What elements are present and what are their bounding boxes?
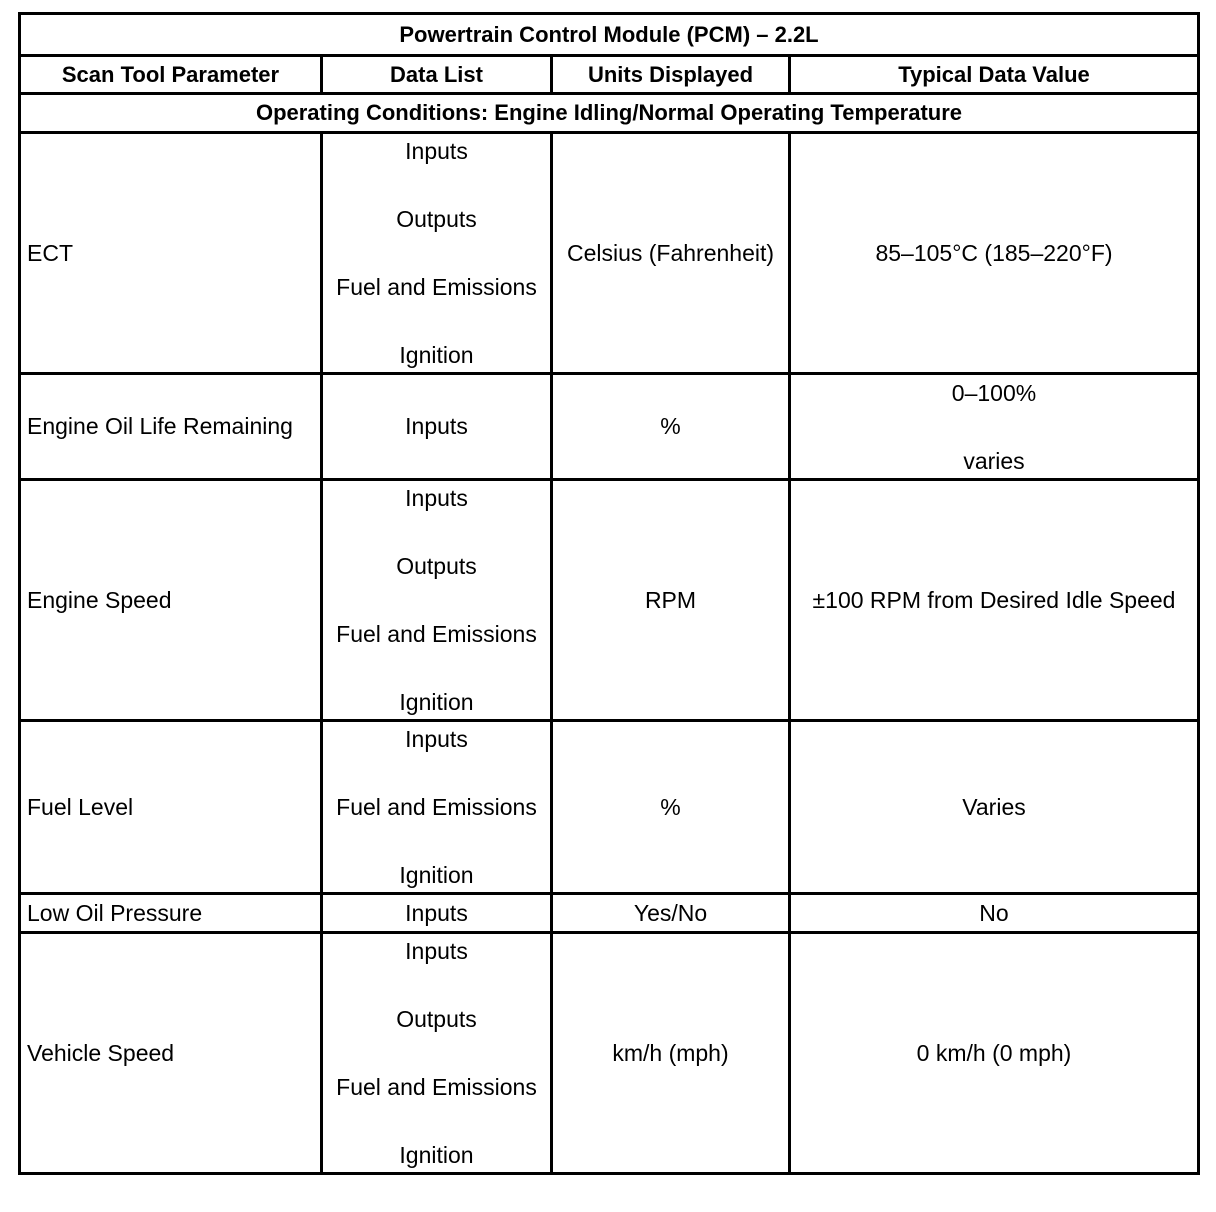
data-list-item: Inputs bbox=[405, 938, 468, 964]
data-list-item: Outputs bbox=[396, 206, 477, 232]
units-cell: % bbox=[552, 721, 790, 894]
data-list-item: Ignition bbox=[399, 1142, 474, 1168]
table-header-row bbox=[20, 56, 1199, 94]
data-list-item: Fuel and Emissions bbox=[336, 1074, 537, 1100]
table-row bbox=[20, 933, 1199, 1174]
data-list-item: Ignition bbox=[399, 689, 474, 715]
typical-value-cell: 0 km/h (0 mph) bbox=[790, 933, 1199, 1174]
data-list-item: Inputs bbox=[405, 485, 468, 511]
typical-value-line: 0–100% bbox=[951, 379, 1037, 406]
parameter-cell: Fuel Level bbox=[20, 721, 322, 894]
table-row bbox=[20, 721, 1199, 894]
typical-value-cell: ±100 RPM from Desired Idle Speed bbox=[790, 480, 1199, 721]
table-row bbox=[20, 133, 1199, 374]
units-cell: km/h (mph) bbox=[552, 933, 790, 1174]
data-list-item: Inputs bbox=[405, 726, 468, 752]
typical-value-cell: Varies bbox=[790, 721, 1199, 894]
data-list-cell: Inputs bbox=[322, 374, 552, 480]
units-cell: Celsius (Fahrenheit) bbox=[552, 133, 790, 374]
data-list-item: Inputs bbox=[405, 138, 468, 164]
data-list-item: Ignition bbox=[399, 342, 474, 368]
data-list-item: Fuel and Emissions bbox=[336, 621, 537, 647]
header-data-list: Data List bbox=[322, 56, 552, 94]
header-scan-tool-parameter: Scan Tool Parameter bbox=[20, 56, 322, 94]
data-list-item: Fuel and Emissions bbox=[336, 274, 537, 300]
parameter-cell: Low Oil Pressure bbox=[20, 894, 322, 933]
units-cell: Yes/No bbox=[552, 894, 790, 933]
parameter-cell: Vehicle Speed bbox=[20, 933, 322, 1174]
data-list-cell bbox=[322, 721, 552, 894]
table-title: Powertrain Control Module (PCM) – 2.2L bbox=[20, 14, 1199, 56]
parameter-cell: Engine Speed bbox=[20, 480, 322, 721]
data-list-item: Ignition bbox=[399, 862, 474, 888]
header-typical-data-value: Typical Data Value bbox=[790, 56, 1199, 94]
data-list-item: Outputs bbox=[396, 1006, 477, 1032]
typical-value-cell bbox=[790, 374, 1199, 480]
units-cell: % bbox=[552, 374, 790, 480]
typical-value-cell: No bbox=[790, 894, 1199, 933]
data-list-cell bbox=[322, 933, 552, 1174]
parameter-cell: ECT bbox=[20, 133, 322, 374]
operating-conditions: Operating Conditions: Engine Idling/Normal Operating Temperature bbox=[20, 94, 1199, 133]
table-row bbox=[20, 374, 1199, 480]
typical-value-line: varies bbox=[963, 447, 1025, 474]
data-list-item: Fuel and Emissions bbox=[336, 794, 537, 820]
data-list-cell bbox=[322, 133, 552, 374]
data-list-cell: Inputs bbox=[322, 894, 552, 933]
data-list-item: Outputs bbox=[396, 553, 477, 579]
units-cell: RPM bbox=[552, 480, 790, 721]
operating-conditions-row bbox=[20, 94, 1199, 133]
parameter-cell: Engine Oil Life Remaining bbox=[20, 374, 322, 480]
scan-tool-data-table bbox=[18, 12, 1200, 1175]
table-title-row bbox=[20, 14, 1199, 56]
data-list-cell bbox=[322, 480, 552, 721]
table-row bbox=[20, 480, 1199, 721]
typical-value-cell: 85–105°C (185–220°F) bbox=[790, 133, 1199, 374]
table-row bbox=[20, 894, 1199, 933]
header-units-displayed: Units Displayed bbox=[552, 56, 790, 94]
